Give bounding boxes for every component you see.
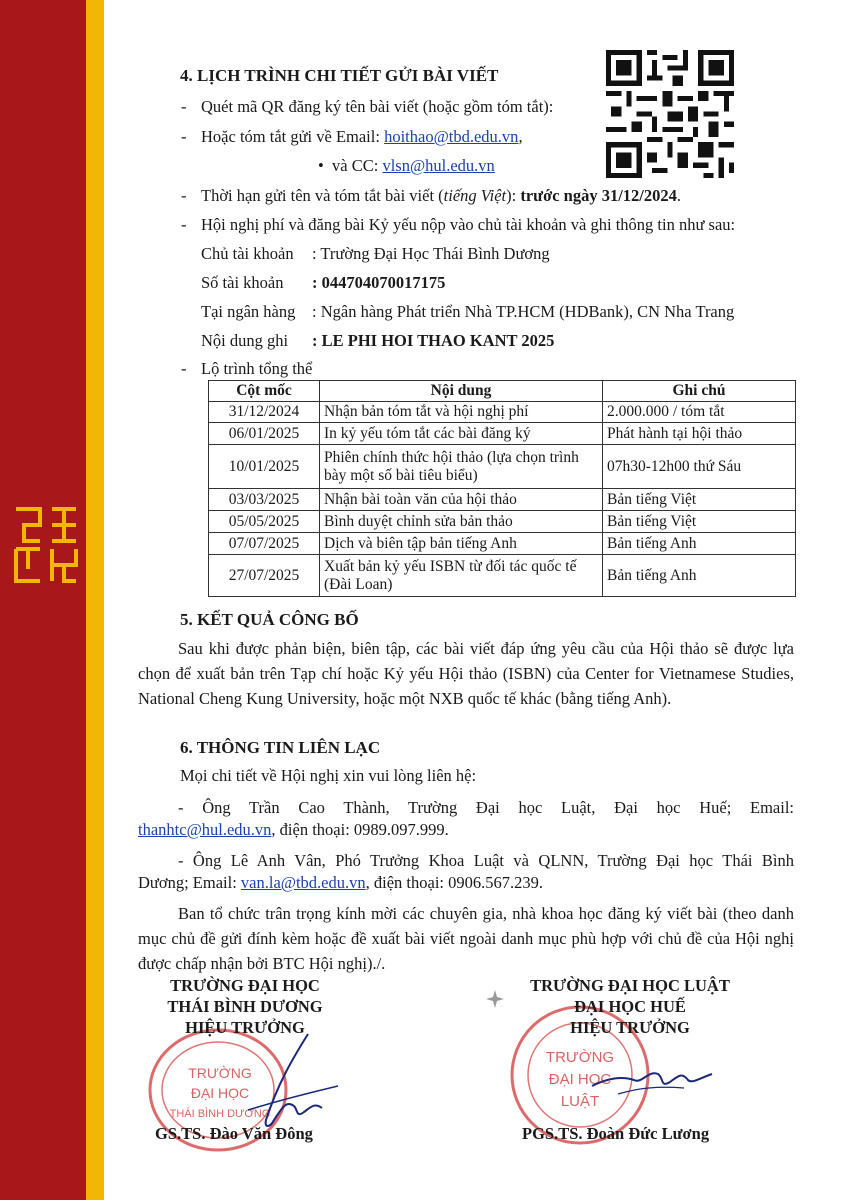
row-content: Nhận bài toàn văn của hội thảo xyxy=(320,489,603,511)
contact2-text: - Ông Lê Anh Vân, Phó Trưởng Khoa Luật và QLNN, Trường Đại học Thái Bình xyxy=(178,851,794,870)
row-note: 07h30-12h00 thứ Sáu xyxy=(603,445,796,489)
schedule-table xyxy=(208,380,796,597)
cc-email-link[interactable]: vlsn@hul.edu.vn xyxy=(382,156,495,175)
deadline-bullet: - xyxy=(181,186,187,205)
left-sig-line1: TRƯỜNG ĐẠI HỌC xyxy=(170,976,320,995)
account-owner-label: Chủ tài khoản xyxy=(201,244,294,263)
table-header-row xyxy=(209,381,796,402)
row-note: Bản tiếng Anh xyxy=(603,533,796,555)
section6-title: 6. THÔNG TIN LIÊN LẠC xyxy=(180,738,381,757)
row-date: 03/03/2025 xyxy=(209,489,320,511)
contact1-email-link[interactable]: thanhtc@hul.edu.vn xyxy=(138,820,272,839)
left-stamp-line3: THÁI BÌNH DƯƠNG xyxy=(169,1108,271,1120)
roadmap-label: Lộ trình tổng thể xyxy=(201,359,313,378)
right-stamp-line2: ĐẠI HỌC xyxy=(548,1071,612,1088)
row-content: Phiên chính thức hội thảo (lựa chọn trình bày một số bài tiêu biểu) xyxy=(320,445,603,489)
table-row xyxy=(209,445,796,489)
contact-intro: Mọi chi tiết về Hội nghị xin vui lòng liên hệ: xyxy=(180,766,477,785)
row-note: Bản tiếng Việt xyxy=(603,511,796,533)
right-signature-block xyxy=(500,975,760,1038)
section4-title: 4. LỊCH TRÌNH CHI TIẾT GỬI BÀI VIẾT xyxy=(180,66,499,85)
table-row xyxy=(209,511,796,533)
table-row xyxy=(209,489,796,511)
header-note: Ghi chú xyxy=(603,381,796,402)
row-note: Bản tiếng Việt xyxy=(603,489,796,511)
fee-bullet: - xyxy=(181,215,187,234)
deadline-line: Thời hạn gửi tên và tóm tắt bài viết (tiếng Việt): trước ngày 31/12/2024. xyxy=(201,186,681,205)
table-row xyxy=(209,533,796,555)
row-date: 10/01/2025 xyxy=(209,445,320,489)
right-signer-name: PGS.TS. Đoàn Đức Lương xyxy=(522,1124,710,1143)
cc-dot: • xyxy=(318,156,324,175)
row-note: Bản tiếng Anh xyxy=(603,555,796,597)
section5-title: 5. KẾT QUẢ CÔNG BỐ xyxy=(180,610,359,629)
row-date: 27/07/2025 xyxy=(209,555,320,597)
bank-label: Tại ngân hàng xyxy=(201,302,296,321)
email-bullet: - xyxy=(181,127,187,146)
right-stamp-line3: LUẬT xyxy=(560,1093,600,1110)
contact1-line2: thanhtc@hul.edu.vn, điện thoại: 0989.097.999. xyxy=(138,820,449,839)
note-label: Nội dung ghi xyxy=(201,331,289,350)
section5-body: Sau khi được phản biện, biên tập, các bài viết đáp ứng yêu cầu của Hội thảo sẽ được lựa chọn để xuất bản trên Tạp chí hoặc Kỷ yếu Hội thảo (ISBN) của Center for Vietnamese Studies, National Cheng Kung University, hoặc một NXB quốc tế khác (bằng tiếng Anh). xyxy=(138,639,794,708)
row-date: 31/12/2024 xyxy=(209,402,320,423)
row-content: Bình duyệt chỉnh sửa bản thảo xyxy=(320,511,603,533)
left-signature-icon xyxy=(238,1028,348,1138)
account-number-value: : 044704070017175 xyxy=(312,273,446,292)
contact1-text: - Ông Trần Cao Thành, Trường Đại học Luật, Đại học Huế; Email: xyxy=(178,798,794,817)
left-sig-line2: THÁI BÌNH DƯƠNG xyxy=(167,997,323,1016)
row-content: In kỷ yếu tóm tắt các bài đăng ký xyxy=(320,423,603,445)
bank-value: : Ngân hàng Phát triển Nhà TP.HCM (HDBank), CN Nha Trang xyxy=(312,302,735,321)
left-stamp-line1: TRƯỜNG xyxy=(188,1065,252,1081)
note-value: : LE PHI HOI THAO KANT 2025 xyxy=(312,331,555,350)
contact2-line2: Dương; Email: van.la@tbd.edu.vn, điện thoại: 0906.567.239. xyxy=(138,873,543,892)
header-content: Nội dung xyxy=(320,381,603,402)
row-note: Phát hành tại hội thảo xyxy=(603,423,796,445)
row-content: Xuất bản kỷ yếu ISBN từ đối tác quốc tế (Đài Loan) xyxy=(320,555,603,597)
left-sig-line3: HIỆU TRƯỞNG xyxy=(185,1018,305,1037)
account-owner-value: : Trường Đại Học Thái Bình Dương xyxy=(312,244,550,263)
right-sig-line1: TRƯỜNG ĐẠI HỌC LUẬT xyxy=(530,976,730,995)
header-milestone: Cột mốc xyxy=(209,381,320,402)
left-stamp-line2: ĐẠI HỌC xyxy=(190,1085,250,1101)
email-line: Hoặc tóm tắt gửi về Email: hoithao@tbd.edu.vn, xyxy=(201,127,523,146)
contact2-email-link[interactable]: van.la@tbd.edu.vn xyxy=(240,873,366,892)
right-signature-icon xyxy=(588,1048,718,1108)
row-content: Dịch và biên tập bản tiếng Anh xyxy=(320,533,603,555)
roadmap-bullet: - xyxy=(181,359,187,378)
table-row xyxy=(209,402,796,423)
left-signer-name: GS.TS. Đào Văn Đông xyxy=(155,1124,313,1143)
closing-paragraph: Ban tổ chức trân trọng kính mời các chuyên gia, nhà khoa học đăng ký viết bài (theo danh mục chủ đề gửi đính kèm hoặc đề xuất bài viết ngoài danh mục phù hợp với chủ đề của Hội nghị được chấp nhận bởi BTC Hội nghị)./. xyxy=(138,904,794,973)
row-date: 06/01/2025 xyxy=(209,423,320,445)
right-sig-line2: ĐẠI HỌC HUẾ xyxy=(574,997,686,1016)
row-date: 07/07/2025 xyxy=(209,533,320,555)
fee-line: Hội nghị phí và đăng bài Kỷ yếu nộp vào chủ tài khoản và ghi thông tin như sau: xyxy=(201,215,736,234)
qr-bullet: - xyxy=(181,97,187,116)
left-signature-block xyxy=(140,975,350,1038)
cc-line: • và CC: vlsn@hul.edu.vn xyxy=(318,156,495,175)
right-stamp-line1: TRƯỜNG xyxy=(545,1049,615,1066)
table-row xyxy=(209,555,796,597)
right-sig-line3: HIỆU TRƯỞNG xyxy=(570,1018,690,1037)
account-number-label: Số tài khoản xyxy=(201,273,284,292)
row-date: 05/05/2025 xyxy=(209,511,320,533)
qr-code-icon[interactable] xyxy=(606,50,734,178)
row-note: 2.000.000 / tóm tắt xyxy=(603,402,796,423)
email-link[interactable]: hoithao@tbd.edu.vn xyxy=(384,127,519,146)
table-row xyxy=(209,423,796,445)
row-content: Nhận bản tóm tắt và hội nghị phí xyxy=(320,402,603,423)
qr-instruction: Quét mã QR đăng ký tên bài viết (hoặc gồm tóm tắt): xyxy=(201,97,554,116)
